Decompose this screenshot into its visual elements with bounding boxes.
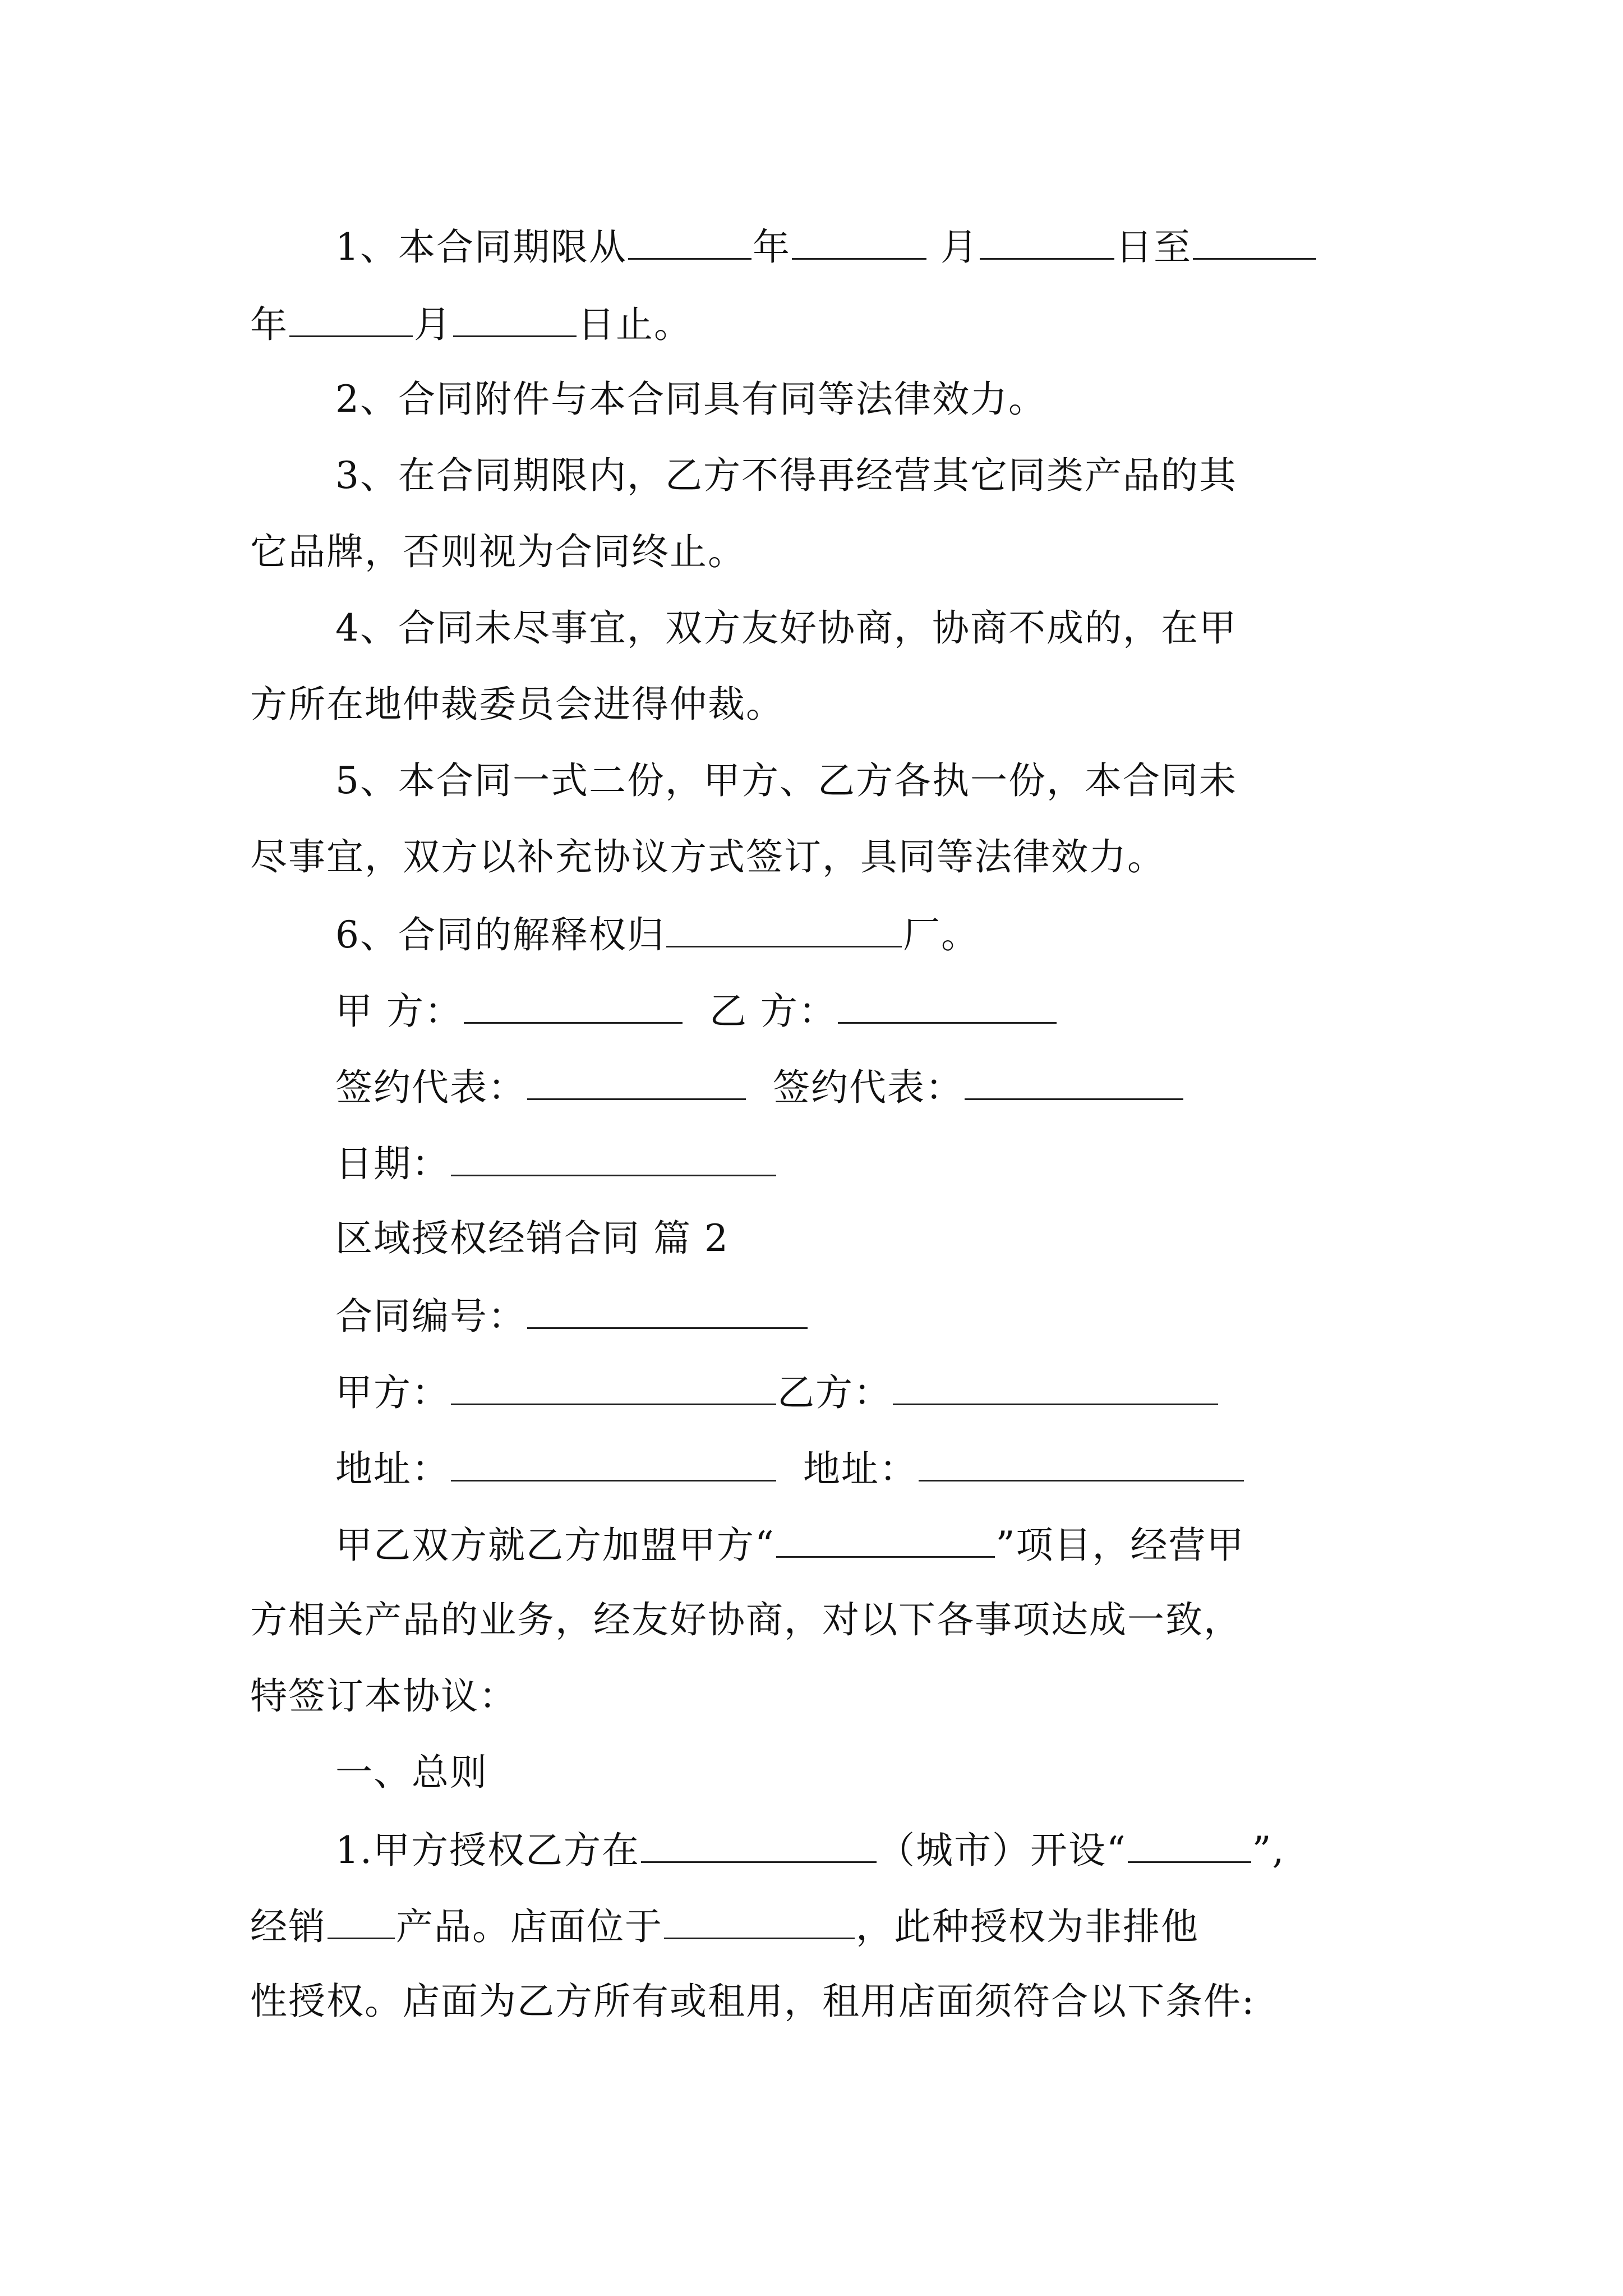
provision-1-text-d: 经销 — [250, 1905, 326, 1948]
rep-a-label: 签约代表： — [335, 1066, 526, 1109]
party-b-label-2: 乙方： — [777, 1371, 892, 1414]
provision-1-line-3: 性授权。店面为乙方所有或租用，租用店面须符合以下条件: — [250, 1980, 1256, 2023]
clause-1-text: 1、本合同期限从 — [335, 226, 627, 269]
month-blank[interactable] — [792, 223, 926, 260]
provision-1-text-e: 产品。店面位于 — [396, 1905, 663, 1948]
party-a-blank[interactable] — [464, 987, 683, 1024]
rep-a-blank[interactable] — [527, 1064, 746, 1100]
city-blank[interactable] — [641, 1826, 877, 1863]
provision-1-line-2 — [250, 1903, 1199, 1949]
party-b-blank-2[interactable] — [893, 1369, 1218, 1405]
interpretation-blank[interactable] — [666, 911, 902, 947]
clause-5-line-2: 尽事宜，双方以补充协议方式签订，具同等法律效力。 — [250, 835, 1165, 878]
party-b-label: 乙 方： — [709, 990, 837, 1033]
party-signature-row — [335, 987, 1058, 1034]
date-label: 日期： — [335, 1142, 450, 1185]
address-a-label: 地址： — [335, 1447, 450, 1490]
address-row — [335, 1445, 1245, 1492]
section-1-heading: 一、总则 — [335, 1751, 488, 1794]
clause-6-suffix: 厂。 — [903, 913, 979, 956]
clause-1-line-2 — [250, 301, 692, 347]
day-blank[interactable] — [980, 223, 1114, 260]
intro-line-3: 特签订本协议： — [250, 1674, 517, 1718]
provision-1-text-b: （城市）开设“ — [877, 1829, 1127, 1872]
clause-6-text: 6、合同的解释权归 — [335, 913, 665, 956]
date-blank[interactable] — [451, 1140, 776, 1176]
contract-number-label: 合同编号： — [335, 1295, 526, 1338]
provision-1-text-a: 1.甲方授权乙方在 — [335, 1829, 640, 1872]
end-month-blank[interactable] — [289, 301, 413, 337]
address-b-label: 地址： — [803, 1447, 917, 1490]
representative-row — [335, 1064, 1184, 1110]
clause-3-line-1: 3、在合同期限内，乙方不得再经营其它同类产品的其 — [335, 454, 1237, 497]
contract-2-title: 区域授权经销合同 篇 2 — [335, 1217, 729, 1260]
end-day-blank[interactable] — [453, 301, 577, 337]
rep-b-blank[interactable] — [965, 1064, 1183, 1100]
clause-3-line-2: 它品牌，否则视为合同终止。 — [250, 530, 746, 573]
address-a-blank[interactable] — [451, 1445, 776, 1481]
intro-text-a: 甲乙双方就乙方加盟甲方“ — [335, 1524, 775, 1567]
end-year-blank[interactable] — [1193, 223, 1316, 260]
party-a-label-2: 甲方： — [335, 1371, 450, 1414]
party-a-label: 甲 方： — [335, 990, 463, 1033]
intro-line-1 — [335, 1521, 1245, 1568]
project-name-blank[interactable] — [776, 1521, 995, 1558]
address-b-blank[interactable] — [919, 1445, 1244, 1481]
clause-6 — [335, 911, 979, 958]
product-blank[interactable] — [328, 1903, 395, 1939]
provision-1-text-c: ”, — [1252, 1829, 1285, 1872]
rep-b-label: 签约代表： — [772, 1066, 963, 1109]
provision-1-line-1 — [335, 1826, 1285, 1873]
parties-row — [335, 1369, 1219, 1415]
clause-4-line-1: 4、合同未尽事宜，双方友好协商，协商不成的，在甲 — [335, 606, 1237, 650]
intro-text-b: ”项目，经营甲 — [995, 1524, 1245, 1567]
end-year-label: 年 — [250, 303, 288, 346]
party-a-blank-2[interactable] — [451, 1369, 776, 1405]
clause-5-line-1: 5、本合同一式二份，甲方、乙方各执一份，本合同未 — [335, 759, 1237, 802]
clause-4-line-2: 方所在地仲裁委员会进得仲裁。 — [250, 683, 784, 726]
intro-line-2: 方相关产品的业务，经友好协商，对以下各事项达成一致， — [250, 1598, 1242, 1641]
party-b-blank[interactable] — [838, 987, 1057, 1024]
day-to-label: 日至 — [1115, 226, 1192, 269]
year-blank[interactable] — [628, 223, 751, 260]
date-row — [335, 1140, 777, 1186]
clause-2: 2、合同附件与本合同具有同等法律效力。 — [335, 378, 1046, 421]
store-location-blank[interactable] — [664, 1903, 855, 1939]
end-day-label: 日止。 — [578, 303, 692, 346]
provision-1-text-f: ，此种授权为非排他 — [856, 1905, 1199, 1948]
clause-1-line-1 — [335, 223, 1317, 270]
year-label: 年 — [753, 226, 791, 269]
contract-number-blank[interactable] — [527, 1292, 808, 1329]
end-month-label: 月 — [414, 303, 452, 346]
store-name-blank[interactable] — [1128, 1826, 1251, 1863]
contract-number-row — [335, 1292, 809, 1339]
month-label: 月 — [940, 226, 979, 269]
